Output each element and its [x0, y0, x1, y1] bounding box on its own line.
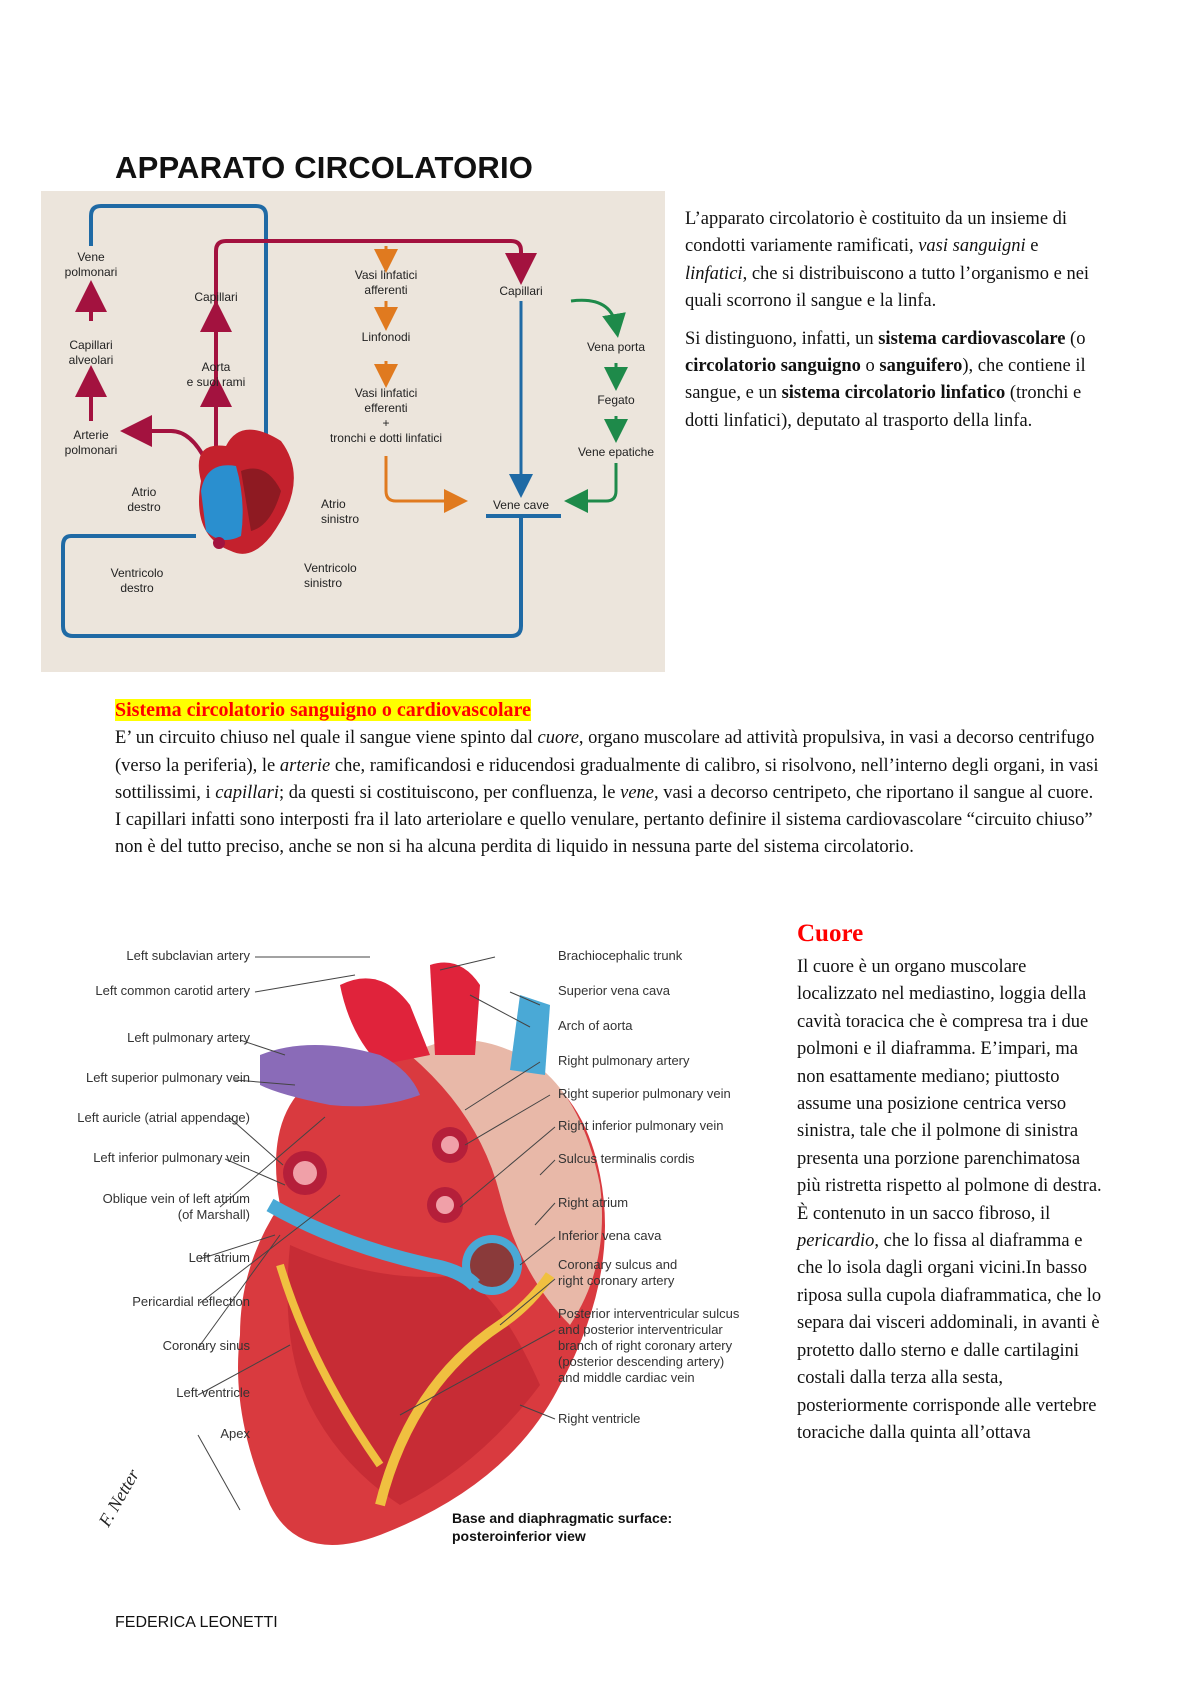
heart-label-right: Coronary sulcus and: [558, 1257, 678, 1272]
heart-label-right: Right atrium: [558, 1195, 629, 1210]
circulation-diagram: [41, 191, 665, 672]
heart-label-right: Right pulmonary artery: [558, 1053, 690, 1068]
label-arterie-polmonari-1: Arterie: [73, 428, 109, 442]
label-ventricolo-sinistro-2: sinistro: [304, 576, 343, 590]
label-vene-epatiche: Vene epatiche: [577, 445, 655, 459]
footer-author: FEDERICA LEONETTI: [115, 1614, 278, 1631]
heart-label-left: (of Marshall): [177, 1207, 250, 1222]
heart-label-left: Oblique vein of left atrium: [102, 1191, 250, 1206]
label-vasi-afferenti-1: Vasi linfatici: [354, 268, 418, 282]
label-vasi-efferenti-1: Vasi linfatici: [354, 386, 418, 400]
label-ventricolo-destro-1: Ventricolo: [110, 566, 164, 580]
label-capillari-right: Capillari: [499, 284, 543, 298]
cuore-heading: Cuore: [797, 920, 864, 947]
label-ventricolo-destro-2: destro: [120, 581, 154, 595]
label-vene-polmonari-2: polmonari: [64, 265, 118, 279]
heart-label-right: Right ventricle: [558, 1411, 641, 1426]
label-vasi-afferenti-2: afferenti: [364, 283, 408, 297]
heart-label-right: Sulcus terminalis cordis: [558, 1151, 695, 1166]
section-body: E’ un circuito chiuso nel quale il sangue viene spinto dal cuore, organo muscolare ad attività propulsiva, in vasi a decorso centrifugo (verso la periferia), le arterie che, ramificandosi e riducendosi gradualmente di calibro, si risolvono, nell’interno degli organi, in vasi sottilissimi, i capillari; da questi si costituiscono, per confluenza, le vene, vasi a decorso centripeto, che riportano il sangue al cuore. I capillari infatti sono interposti fra il lato arteriolare e quello venulare, pertanto definire il sistema cardiovascolare “circuito chiuso” non è del tutto preciso, anche se non si ha alcuna perdita di liquido in nessuna parte del sistema circolatorio.: [115, 728, 1099, 858]
heart-anatomy-figure: [77, 945, 740, 1585]
heart-label-right: (posterior descending artery): [558, 1354, 725, 1369]
label-ventricolo-sinistro-1: Ventricolo: [304, 561, 357, 575]
label-capillari-alveolari-1: Capillari: [69, 338, 113, 352]
heart-label-right: and middle cardiac vein: [558, 1370, 695, 1385]
label-fegato: Fegato: [597, 393, 635, 407]
heart-label-right: Arch of aorta: [558, 1018, 633, 1033]
heart-label-left: Apex: [220, 1426, 250, 1441]
heart-label-right: Brachiocephalic trunk: [558, 948, 683, 963]
heart-label-right: and posterior interventricular: [558, 1322, 723, 1337]
intro-paragraph-2: Si distinguono, infatti, un sistema cardiovascolare (o circolatorio sanguigno o sanguifero), che contiene il sangue, e un sistema circolatorio linfatico (tronchi e dotti linfatici), deputato al trasporto della linfa.: [685, 328, 1086, 431]
heart-label-left: Left common carotid artery: [95, 983, 250, 998]
heart-label-left: Left auricle (atrial appendage): [77, 1110, 250, 1125]
heart-label-right: Inferior vena cava: [558, 1228, 662, 1243]
label-atrio-sinistro-2: sinistro: [321, 512, 360, 526]
heart-label-left: Pericardial reflection: [132, 1294, 250, 1309]
heart-label-right: Right inferior pulmonary vein: [558, 1118, 724, 1133]
label-linfonodi: Linfonodi: [361, 330, 411, 344]
label-atrio-sinistro-1: Atrio: [321, 497, 346, 511]
intro-paragraph-1: L’apparato circolatorio è costituito da un insieme di condotti variamente ramificati, vasi sanguigni e linfatici, che si distribuiscono a tutto l’organismo e nei quali scorrono il sangue e la linfa.: [685, 209, 1090, 312]
label-vene-cave: Vene cave: [492, 498, 550, 512]
label-capillari-alveolari-2: alveolari: [68, 353, 114, 367]
label-aorta-2: e suoi rami: [186, 375, 246, 389]
heart-label-left: Left ventricle: [176, 1385, 250, 1400]
label-vasi-efferenti-2: efferenti: [364, 401, 408, 415]
heart-label-left: Left pulmonary artery: [127, 1030, 250, 1045]
section-sistema-circolatorio: [115, 697, 1100, 862]
label-atrio-destro-2: destro: [127, 500, 161, 514]
heart-label-left: Left subclavian artery: [126, 948, 250, 963]
label-vene-polmonari-1: Vene: [77, 250, 105, 264]
heart-label-left: Left atrium: [188, 1250, 250, 1265]
label-vena-porta: Vena porta: [586, 340, 646, 354]
heart-label-right: branch of right coronary artery: [558, 1338, 733, 1353]
heart-label-right: Right superior pulmonary vein: [558, 1086, 731, 1101]
page-title: APPARATO CIRCOLATORIO: [115, 150, 534, 185]
label-aorta-1: Aorta: [201, 360, 231, 374]
heart-label-right: Superior vena cava: [558, 983, 671, 998]
heart-label-left: Left inferior pulmonary vein: [93, 1150, 250, 1165]
figure-caption-2: posteroinferior view: [452, 1528, 586, 1544]
section-heading: Sistema circolatorio sanguigno o cardiovascolare: [115, 699, 531, 721]
heart-label-left: Left superior pulmonary vein: [85, 1070, 250, 1085]
label-tronchi: tronchi e dotti linfatici: [329, 431, 443, 445]
intro-text: [685, 206, 1095, 445]
label-plus: +: [382, 416, 390, 430]
label-arterie-polmonari-2: polmonari: [64, 443, 118, 457]
label-capillari-left: Capillari: [194, 290, 238, 304]
cuore-text: Il cuore è un organo muscolare localizzato nel mediastino, loggia della cavità toracica che è compresa tra i due polmoni e il diaframma. E’impari, ma non esattamente mediano; piuttosto assume una posizione centrica verso sinistra, tale che il polmone di sinistra presenta una porzione parenchimatosa più ristretta rispetto al polmone di destra. È contenuto in un sacco fibroso, il pericardio, che lo fissa al diaframma e che lo isola dagli organi vicini.In basso riposa sulla cupola diaframmatica, che lo separa dai visceri addominali, in avanti è protetto dallo sterno e dalle cartilagini costali dalla terza alla sesta, posteriormente corrisponde alle vertebre toraciche dalla quinta all’ottava: [797, 957, 1102, 1443]
netter-signature: F. Netter: [94, 1465, 144, 1530]
figure-caption-1: Base and diaphragmatic surface:: [452, 1510, 673, 1526]
label-atrio-destro-1: Atrio: [131, 485, 157, 499]
heart-label-right: right coronary artery: [558, 1273, 675, 1288]
heart-label-right: Posterior interventricular sulcus: [558, 1306, 740, 1321]
heart-label-left: Coronary sinus: [162, 1338, 250, 1353]
